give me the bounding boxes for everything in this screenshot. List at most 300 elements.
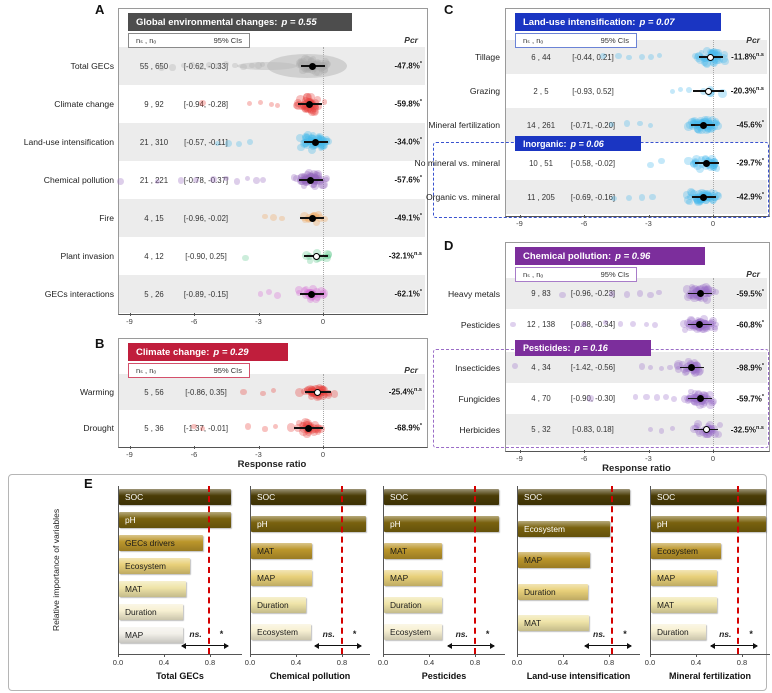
column-headers <box>515 33 637 48</box>
row-sample-sizes: 55 , 650 <box>139 61 169 71</box>
data-point <box>279 216 284 221</box>
axis-tick-label: 0.0 <box>377 658 389 667</box>
axis-tick <box>650 654 651 657</box>
data-point <box>240 389 246 395</box>
ci-column-header: 95% CIs <box>600 270 629 279</box>
axis-tick <box>164 654 165 657</box>
pcr-value <box>704 289 764 299</box>
axis-tick-label: 0 <box>320 450 326 459</box>
mean-marker <box>307 177 314 184</box>
row-label: Tillage <box>475 52 500 62</box>
axis-tick-label: 0.0 <box>244 658 256 667</box>
panel-e-y-axis-label: Relative importance of variables <box>51 508 61 632</box>
threshold-line <box>474 486 476 654</box>
importance-bar <box>119 558 190 574</box>
panel-d-header <box>515 247 705 265</box>
column-headers <box>128 33 250 48</box>
importance-bar <box>518 521 610 537</box>
axis-tick-label: 0.0 <box>511 658 523 667</box>
axis-tick-label: 0.4 <box>557 658 569 667</box>
axis-tick-label: -6 <box>580 454 588 463</box>
importance-bar-label: SOC <box>257 492 276 502</box>
data-point <box>618 321 623 326</box>
row-confidence-interval: [-0.96, -0.02] <box>183 213 229 223</box>
row-label: Fungicides <box>458 393 500 404</box>
ns-annotation: ns. <box>189 629 202 639</box>
data-point <box>197 64 204 71</box>
significance-mark: n.s <box>414 251 422 257</box>
significance-mark: n.s <box>756 86 764 92</box>
importance-bar-label: Duration <box>257 600 289 610</box>
importance-bar-label: MAP <box>125 630 144 640</box>
row-sample-sizes: 5 , 32 <box>531 425 551 434</box>
importance-bar-label: MAT <box>390 546 408 556</box>
n-column-header: nₛ , nₒ <box>136 366 157 375</box>
pcr-percent: -34.0% <box>394 137 420 147</box>
axis-tick <box>713 215 714 218</box>
pcr-value <box>704 320 764 330</box>
data-point <box>658 158 665 165</box>
data-point <box>169 64 175 70</box>
axis-tick <box>696 654 697 657</box>
row-label: Herbicides <box>459 424 500 435</box>
data-point <box>624 120 631 127</box>
ns-annotation: ns. <box>322 629 335 639</box>
importance-bar <box>119 627 183 643</box>
data-point <box>648 54 654 60</box>
row-sample-sizes: 12 , 138 <box>526 320 556 329</box>
row-confidence-interval: [-0.83, 0.18] <box>572 425 614 434</box>
pcr-value <box>362 137 422 147</box>
significance-mark: * <box>419 61 422 67</box>
pcr-percent: -11.8% <box>731 52 757 62</box>
row-confidence-interval: [-0.90, -0.30] <box>570 394 616 403</box>
significance-mark: * <box>761 362 764 369</box>
pcr-column-header: Pcr <box>746 269 760 279</box>
importance-bar-label: MAP <box>257 573 276 583</box>
significance-annotation: * <box>219 629 224 639</box>
data-point <box>321 67 327 73</box>
panel-label-c: C <box>444 2 454 17</box>
axis-tick-label: -6 <box>190 317 198 326</box>
pcr-percent: -32.1% <box>388 251 415 261</box>
threshold-line <box>611 486 613 654</box>
axis-tick-label: 0.8 <box>603 658 615 667</box>
significance-mark: * <box>419 289 422 295</box>
axis-tick <box>609 654 610 657</box>
pcr-percent: -49.1% <box>394 213 420 223</box>
row-label: Climate change <box>54 99 114 109</box>
x-axis-label: Response ratio <box>237 459 307 470</box>
data-point <box>181 63 186 68</box>
importance-bar <box>251 570 312 586</box>
data-point <box>581 322 587 328</box>
row-sample-sizes: 4 , 70 <box>531 394 551 403</box>
n-column-header: nₛ , nₒ <box>136 36 157 45</box>
axis-tick <box>194 446 195 449</box>
axis-tick-label: 0.8 <box>336 658 348 667</box>
panel-header-pvalue: p = 0.55 <box>281 16 317 28</box>
row-confidence-interval: [-0.89, -0.15] <box>183 289 229 299</box>
axis-tick-label: -3 <box>255 450 262 459</box>
pcr-percent: -62.1% <box>394 289 420 299</box>
axis-tick-label: -9 <box>126 450 133 459</box>
threshold-line <box>208 486 210 654</box>
significance-mark: * <box>761 319 764 326</box>
data-point <box>659 428 665 434</box>
ci-column-header: 95% CIs <box>213 36 242 45</box>
importance-bar-label: SOC <box>524 492 543 502</box>
column-headers <box>128 363 250 378</box>
data-point <box>210 176 217 183</box>
row-sample-sizes: 4 , 34 <box>531 363 551 372</box>
data-point <box>647 292 653 298</box>
subplot-title: Pesticides <box>421 671 467 681</box>
row-confidence-interval: [-0.94, -0.28] <box>183 99 229 109</box>
row-confidence-interval: [-0.71, -0.20] <box>570 120 616 130</box>
row-confidence-interval: [-0.93, 0.52] <box>572 86 614 96</box>
row-label: Warming <box>79 387 114 397</box>
panel-label-a: A <box>95 2 105 17</box>
axis-tick <box>520 215 521 218</box>
axis-tick <box>429 654 430 657</box>
pcr-value <box>704 158 764 168</box>
importance-bar-label: GECs drivers <box>125 538 175 548</box>
importance-bar <box>651 624 706 640</box>
ns-annotation: ns. <box>719 629 732 639</box>
axis-tick-label: -6 <box>190 450 198 459</box>
pcr-value <box>704 86 764 96</box>
pcr-value <box>362 175 422 185</box>
importance-bar <box>518 552 590 568</box>
importance-bar-label: pH <box>657 519 668 529</box>
axis-tick-label: -6 <box>580 219 588 228</box>
importance-bar-label: MAP <box>390 573 409 583</box>
axis-tick-label: 0.4 <box>158 658 170 667</box>
data-point <box>240 64 246 70</box>
panel-header-pvalue: p = 0.29 <box>213 346 249 358</box>
axis-tick <box>259 313 260 316</box>
data-point <box>274 292 281 299</box>
row-confidence-interval: [-0.96, -0.23] <box>570 289 616 298</box>
axis-tick <box>323 446 324 449</box>
importance-bar <box>119 489 231 505</box>
significance-mark: * <box>761 120 764 126</box>
ci-column-header: 95% CIs <box>213 366 242 375</box>
axis-tick-label: -9 <box>516 219 523 228</box>
pcr-percent: -98.9% <box>736 363 762 373</box>
axis-tick <box>259 446 260 449</box>
axis-tick-label: 0.4 <box>290 658 302 667</box>
row-label: Mineral fertilization <box>428 120 500 130</box>
significance-mark: * <box>419 423 422 429</box>
pcr-value <box>362 423 422 433</box>
axis-tick <box>517 654 518 657</box>
significance-mark: * <box>419 213 422 219</box>
row-sample-sizes: 9 , 83 <box>531 289 551 298</box>
column-headers <box>515 267 637 282</box>
pcr-value <box>362 387 422 397</box>
pcr-percent: -29.7% <box>736 158 762 168</box>
importance-bar <box>119 581 186 597</box>
importance-bar <box>251 597 306 613</box>
panel-header-title: Climate change: <box>136 346 210 358</box>
row-confidence-interval: [-0.57, -0.11] <box>184 137 228 147</box>
pcr-percent: -45.6% <box>736 120 762 130</box>
importance-bar-label: SOC <box>125 492 144 502</box>
pcr-percent: -59.5% <box>736 289 762 299</box>
pcr-column-header: Pcr <box>404 35 418 45</box>
importance-bar <box>251 624 311 640</box>
row-sample-sizes: 2 , 5 <box>533 86 549 96</box>
importance-bar-label: MAP <box>524 555 543 565</box>
data-point <box>269 102 274 107</box>
panel-header-title: Chemical pollution: <box>523 250 612 262</box>
significance-mark: n.s <box>756 52 764 58</box>
significance-mark: n.s <box>414 387 422 393</box>
importance-bar-label: SOC <box>390 492 409 502</box>
pcr-percent: -59.8% <box>394 99 420 109</box>
pcr-column-header: Pcr <box>746 35 760 45</box>
pcr-percent: -57.6% <box>394 175 420 185</box>
row-sample-sizes: 21 , 310 <box>139 137 169 147</box>
row-confidence-interval: [-0.62, -0.33] <box>183 61 229 71</box>
row-confidence-interval: [-0.69, -0.16] <box>570 192 616 202</box>
data-point <box>657 53 662 58</box>
data-point <box>615 53 622 60</box>
row-sample-sizes: 5 , 56 <box>144 387 164 397</box>
row-label: Land-use intensification <box>23 137 114 147</box>
data-point <box>643 394 650 401</box>
importance-bar <box>384 516 499 532</box>
axis-tick <box>563 654 564 657</box>
double-arrow <box>448 645 494 646</box>
data-point <box>667 365 672 370</box>
importance-bar-label: Ecosystem <box>390 627 431 637</box>
panel-header-pvalue: p = 0.96 <box>615 250 651 262</box>
importance-bar-label: MAT <box>257 546 275 556</box>
subplot-title: Total GECs <box>156 671 204 681</box>
importance-bar <box>119 604 183 620</box>
row-sample-sizes: 14 , 261 <box>526 120 556 130</box>
importance-bar <box>651 570 717 586</box>
x-axis-spine <box>650 654 770 655</box>
mean-marker <box>312 139 319 146</box>
ci-column-header: 95% CIs <box>600 36 629 45</box>
pcr-value <box>704 394 764 404</box>
subplot-title: Mineral fertilization <box>668 671 751 681</box>
importance-bar-label: Duration <box>657 627 689 637</box>
mean-marker <box>313 253 320 260</box>
panel-label-b: B <box>95 336 105 351</box>
importance-bar-label: pH <box>257 519 268 529</box>
importance-bar <box>384 543 442 559</box>
row-sample-sizes: 11 , 205 <box>527 192 555 202</box>
importance-bar-label: MAT <box>125 584 143 594</box>
significance-mark: * <box>761 288 764 295</box>
row-label: Pesticides <box>460 319 500 330</box>
data-point <box>323 175 330 182</box>
importance-bar <box>119 535 203 551</box>
axis-tick <box>194 313 195 316</box>
axis-tick-label: 0.0 <box>112 658 124 667</box>
data-point <box>637 290 643 296</box>
axis-tick <box>323 313 324 316</box>
data-point <box>158 64 165 71</box>
importance-bar-label: Ecosystem <box>257 627 298 637</box>
data-point <box>663 394 669 400</box>
threshold-line <box>341 486 343 654</box>
axis-tick <box>713 450 714 453</box>
row-label: Insecticides <box>455 362 500 373</box>
significance-mark: * <box>761 192 764 198</box>
pcr-value <box>362 61 422 71</box>
n-column-header: nₛ , nₒ <box>523 36 544 45</box>
data-point <box>249 63 255 69</box>
importance-bar-label: Duration <box>524 586 556 597</box>
n-column-header: nₛ , nₒ <box>523 270 544 279</box>
row-label: Drought <box>83 423 114 433</box>
data-point <box>512 363 518 369</box>
pcr-percent: -59.7% <box>736 394 762 404</box>
mean-marker <box>314 389 321 396</box>
double-arrow <box>315 645 361 646</box>
row-label: Total GECs <box>70 61 114 71</box>
mean-marker <box>308 291 315 298</box>
significance-mark: * <box>419 137 422 143</box>
data-point <box>670 89 675 94</box>
axis-tick <box>210 654 211 657</box>
data-point <box>242 255 248 261</box>
importance-bar <box>384 570 442 586</box>
row-sample-sizes: 5 , 26 <box>144 289 164 299</box>
data-point <box>258 291 264 297</box>
axis-tick-label: 0.8 <box>204 658 216 667</box>
importance-bar-label: MAP <box>657 573 676 583</box>
importance-bar <box>651 543 721 559</box>
axis-tick <box>118 654 119 657</box>
importance-bar <box>251 543 312 559</box>
row-label: Chemical pollution <box>43 175 114 185</box>
data-point <box>245 423 251 429</box>
importance-bar-label: Duration <box>390 600 422 610</box>
data-point <box>273 424 278 429</box>
panel-a-header <box>128 13 352 31</box>
pcr-value <box>704 52 764 62</box>
axis-tick <box>584 215 585 218</box>
axis-tick-label: -3 <box>645 219 652 228</box>
significance-annotation: * <box>623 629 627 639</box>
data-point <box>262 426 267 431</box>
importance-bar <box>251 516 366 532</box>
data-point <box>639 363 646 370</box>
data-point <box>587 395 593 401</box>
axis-tick-label: 0.4 <box>690 658 702 667</box>
axis-tick-label: -3 <box>255 317 262 326</box>
axis-tick-label: 0 <box>710 219 716 228</box>
importance-bar-label: pH <box>125 515 136 525</box>
pcr-percent: -32.5% <box>730 425 757 435</box>
axis-tick <box>649 450 650 453</box>
subgroup-pvalue: p = 0.06 <box>570 138 604 149</box>
pcr-value <box>704 192 764 202</box>
double-arrow <box>182 645 228 646</box>
row-confidence-interval: [-1.42, -0.56] <box>570 363 616 372</box>
axis-tick-label: 0 <box>710 454 716 463</box>
ns-annotation: ns. <box>455 629 468 639</box>
pcr-value <box>362 99 422 109</box>
data-point <box>609 291 614 296</box>
data-point <box>624 291 631 298</box>
pcr-value <box>704 425 764 435</box>
axis-tick-label: 0 <box>320 317 326 326</box>
row-confidence-interval: [-0.78, -0.37] <box>183 175 229 185</box>
data-point <box>686 87 692 93</box>
pcr-percent: -60.8% <box>736 320 762 330</box>
x-axis-label: Response ratio <box>602 463 671 474</box>
subgroup-title: Pesticides: <box>523 343 571 353</box>
row-label: Heavy metals <box>447 288 500 299</box>
significance-annotation: * <box>485 629 490 639</box>
data-point <box>225 140 232 147</box>
axis-tick <box>742 654 743 657</box>
panel-c-header <box>515 13 721 31</box>
importance-bar <box>251 489 366 505</box>
mean-marker <box>697 395 704 402</box>
subgroup-dashed-box <box>433 142 769 218</box>
panel-label-e: E <box>84 476 93 491</box>
pcr-percent: -47.8% <box>394 61 420 71</box>
axis-tick <box>475 654 476 657</box>
importance-bar <box>384 489 499 505</box>
row-confidence-interval: [-0.44, 0.21] <box>572 52 614 62</box>
x-axis-spine <box>383 654 505 655</box>
mean-marker <box>306 101 313 108</box>
pcr-percent: -42.9% <box>736 192 762 202</box>
panel-b-header <box>128 343 288 361</box>
axis-tick <box>584 450 585 453</box>
axis-tick <box>130 446 131 449</box>
data-point <box>611 196 617 202</box>
importance-bar-label: Duration <box>125 607 157 617</box>
pcr-percent: -25.4% <box>388 387 415 397</box>
importance-bar-label: MAT <box>657 600 675 610</box>
importance-bar <box>651 597 717 613</box>
data-point <box>671 396 677 402</box>
subgroup-pvalue: p = 0.16 <box>574 343 608 353</box>
panel-header-title: Land-use intensification: <box>523 16 636 28</box>
pcr-percent: -20.3% <box>730 86 757 96</box>
data-point <box>275 103 280 108</box>
data-point <box>260 391 266 397</box>
row-label: No mineral vs. mineral <box>414 158 500 168</box>
data-point <box>670 426 675 431</box>
data-point <box>314 96 321 103</box>
x-axis-spine <box>118 654 242 655</box>
axis-tick-label: -3 <box>645 454 652 463</box>
axis-tick <box>649 215 650 218</box>
pcr-column-header: Pcr <box>404 365 418 375</box>
row-label: Grazing <box>469 86 500 96</box>
subplot-title: Land-use intensification <box>526 671 631 681</box>
axis-tick <box>130 313 131 316</box>
data-point <box>647 162 653 168</box>
importance-bar-label: Ecosystem <box>524 523 565 534</box>
data-point <box>232 63 237 68</box>
subgroup-header <box>515 340 651 356</box>
row-sample-sizes: 4 , 12 <box>144 251 164 261</box>
data-point <box>684 157 693 166</box>
